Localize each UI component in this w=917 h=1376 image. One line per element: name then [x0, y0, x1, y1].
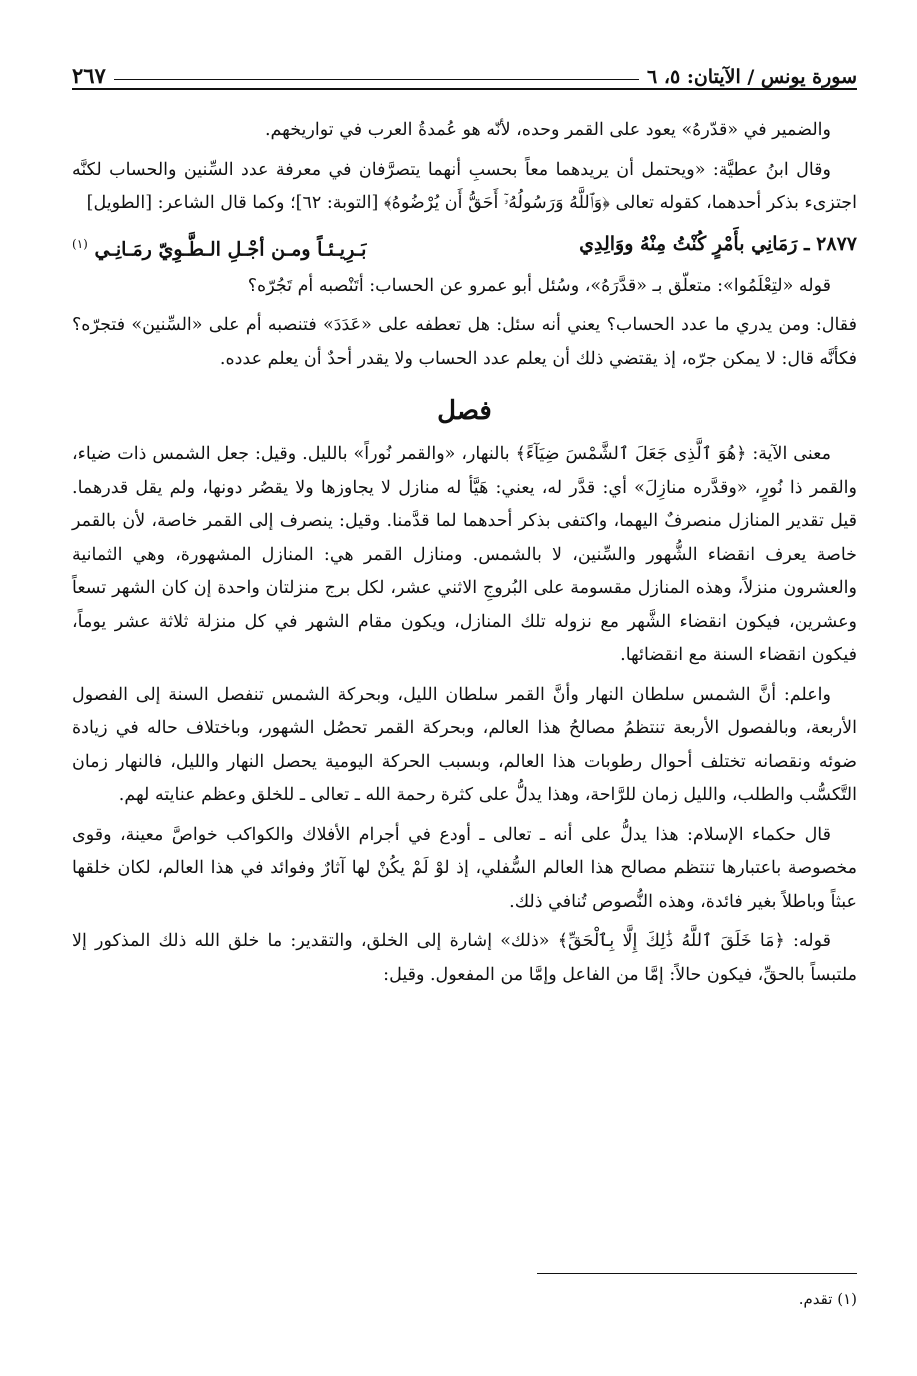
footnote-marker[interactable]: (١)	[72, 236, 88, 251]
running-title: سورة يونس / الآيتان: ٥، ٦	[647, 66, 857, 88]
header-rule	[72, 88, 857, 90]
page-number: ٢٦٧	[72, 63, 106, 88]
verse-first-hemistich: ٢٨٧٧ ـ رَمَانِي بأَمْرٍ كُنْتُ مِنْهُ ووَالِدِي	[579, 232, 857, 255]
page-header	[72, 40, 857, 88]
poetry-verse	[72, 227, 857, 266]
paragraph: والضمير في «قدّرهُ» يعود على القمر وحده، لأنّه هو عُمدةُ العرب في تواريخهم.	[264, 120, 831, 140]
footnote-rule	[537, 1273, 857, 1274]
paragraph: فقال: ومن يدري ما عدد الحساب؟ يعني أنه سئل: هل تعطفه على «عَدَدَ» فتنصبه أم على «السِّنين» فتجرّه؟ فكأنَّه قال: لا يمكن جرّه، إذ يقتضي ذلك أن يعلم عدد الحساب ولا يقدر أحدٌ أن يعلم عدده.	[72, 315, 857, 369]
paragraph: وقال ابنُ عطيَّة: «ويحتمل أن يريدهما معاً بحسبِ أنهما يتصرَّفان في معرفة عدد السِّنين والحساب لكنَّه اجتزىء بذكر أحدهما، كقوله تعالى ﴿وَٱللَّهُ وَرَسُولُهُۥٓ أَحَقُّ أَن يُرْضُوهُ﴾ [التوبة: ٦٢]؛ وكما قال الشاعر: [الطويل]	[72, 159, 857, 213]
header-dash	[114, 79, 639, 80]
paragraph: قال حكماء الإسلام: هذا يدلُّ على أنه ـ تعالى ـ أودع في أجرام الأفلاك والكواكب خواصَّ معينة، وقوى مخصوصة باعتبارها تنتظم مصالح هذا العالم السُّفلي، إذ لوْ لَمْ يكُنْ لها آثارٌ وفوائد في هذا العالم، لكان خلقها عبثاً وباطلاً بغير فائدة، وهذه النُّصوص تُنافي ذلك.	[72, 824, 857, 912]
main-text	[72, 114, 857, 998]
paragraph: قوله: ﴿مَا خَلَقَ ٱللَّهُ ذَٰلِكَ إِلَّا بِٱلْحَقِّ﴾ «ذلك» إشارة إلى الخلق، والتقدير: ما خلق الله ذلك المذكور إلا ملتبساً بالحقِّ، فيكون حالاً: إمَّا من الفاعل وإمَّا من المفعول. وقيل:	[72, 931, 857, 985]
paragraph: قوله «لتِعْلَمُوا»: متعلّق بـ «قدَّرَهُ»، وسُئل أبو عمرو عن الحساب: أتَنْصبه أم تَجُرّه؟	[247, 275, 831, 296]
footnote-text: تقدم.	[798, 1290, 833, 1308]
paragraph: واعلم: أنَّ الشمس سلطان النهار وأنَّ القمر سلطان الليل، وبحركة الشمس تنفصل السنة إلى الفصول الأربعة، وبالفصول الأربعة تنتظمُ مصالحُ هذا العالم، وبحركة القمر تحصُل الشهور، وباختلاف حاله في زيادة ضوئه ونقصانه تختلف أحوال رطوبات هذا العالم، وبسبب الحركة اليومية يحصل النهار والليل، فالنهار زمان التَّكسُّب والطلب، والليل زمان للرَّاحة، وهذا يدلُّ على كثرة رحمة الله ـ تعالى ـ للخلق وعظم عنايته لهم.	[72, 684, 857, 806]
footnote	[799, 1287, 857, 1311]
footnote-number: (١)	[837, 1290, 857, 1308]
paragraph: معنى الآية: ﴿هُوَ ٱلَّذِى جَعَلَ ٱلشَّمْسَ ضِيَآءً﴾ بالنهار، «والقمر نُوراً» بالليل. وقيل: جعل الشمس ذات ضياء، والقمر ذا نُورٍ، «وقدَّره منازِلَ» أي: قدَّر له، يعني: هَيَّأ له منازل لا يجاوزها ولا يقصُر دونها، ولم يقل قدرهما. قيل تقدير المنازل منصرفٌ اليهما، واكتفى بذكر أحدهما لما قدَّمنا. وقيل: ينصرف إلى القمر خاصة، لأن بالقمر خاصة يعرف انقضاء الشُّهور والسِّنين، لا بالشمس. ومنازل القمر هي: المنازل المشهورة، وهي الثمانية والعشرون منزلاً، وهذه المنازل مقسومة على البُروجِ الاثني عشر، لكل برج منزلتان واحدة إن كان الشهر تسعاً وعشرين، فيكون انقضاء الشَّهر مع نزوله تلك المنازل، ويكون مقام الشهر في كل منزلة ثلاثة عشر يوماً، فيكون انقضاء السنة مع انقضائها.	[72, 444, 857, 666]
section-title: فصل	[437, 396, 492, 427]
verse-second-hemistich: بَـرِيـئـاً ومـن أجْـلِ الـطَّـوِيّ رمَـانِـي $^{(١)}$	[72, 236, 367, 260]
